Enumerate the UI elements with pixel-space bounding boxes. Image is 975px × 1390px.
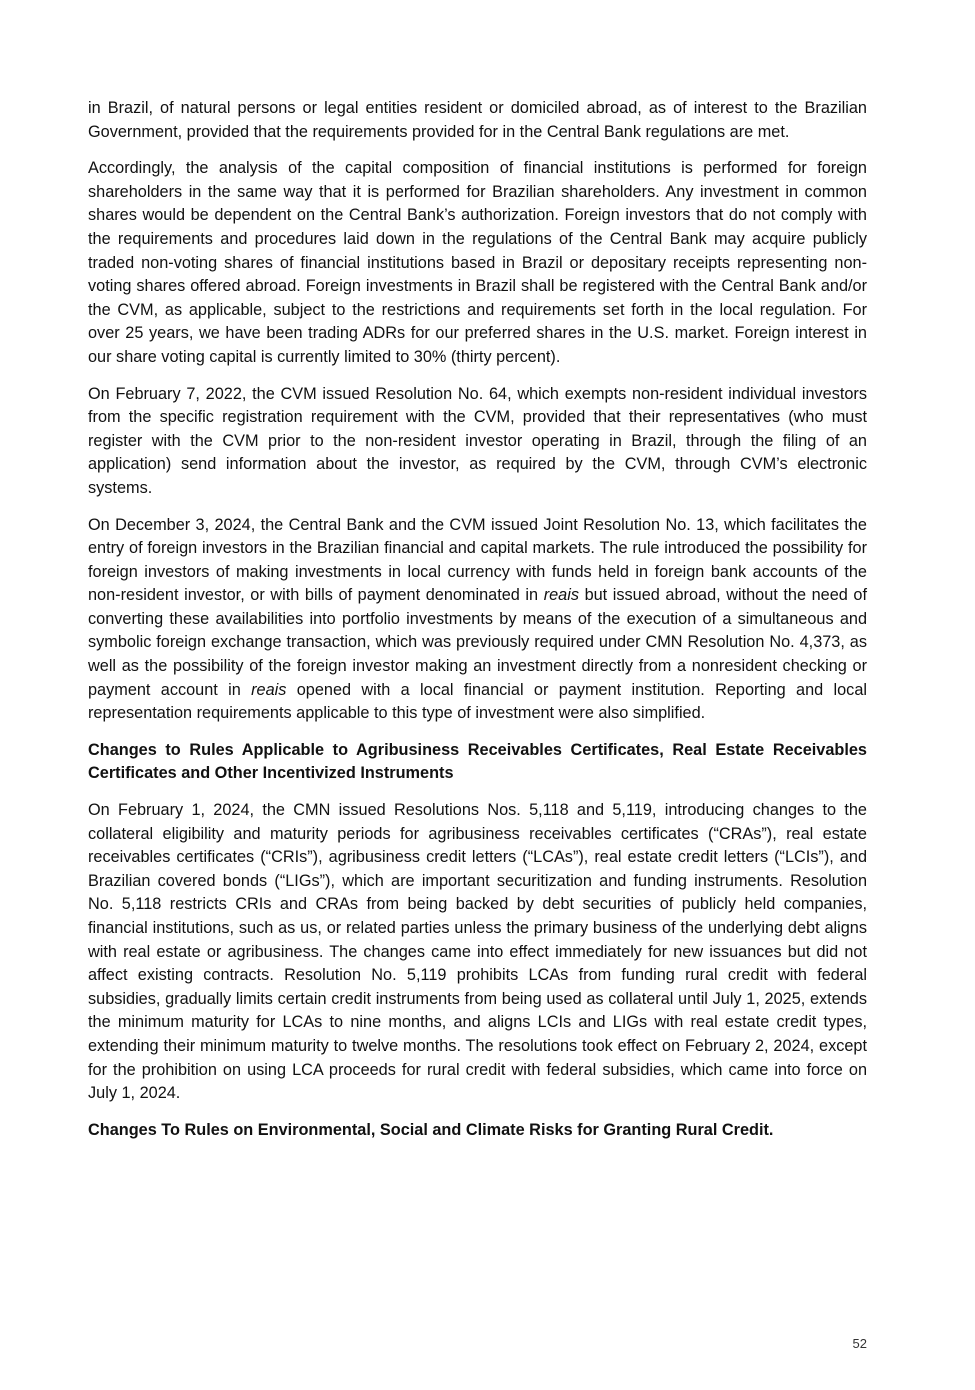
paragraph-text: opened with a local financial or payment institution. Reporting and local representation requirements applicable to this type of investment were also simplified. bbox=[88, 680, 867, 723]
heading-text: Changes To Rules on Environmental, Social and Climate Risks for Granting Rural Credit. bbox=[88, 1120, 774, 1139]
heading-text: Changes to Rules Applicable to Agribusiness Receivables Certificates, Real Estate Receivables Certificates and Other Incentivized Instruments bbox=[88, 740, 867, 783]
section-heading bbox=[88, 739, 867, 786]
body-paragraph bbox=[88, 514, 867, 726]
italic-term: reais bbox=[251, 680, 287, 699]
body-paragraph bbox=[88, 157, 867, 369]
paragraph-text: On February 7, 2022, the CVM issued Resolution No. 64, which exempts non-resident individual investors from the specific registration requirement with the CVM, provided that their representatives (who must register with the CVM prior to the non-resident investor operating in Brazil, through the filing of an application) send information about the investor, as required by the CVM, through CVM’s electronic systems. bbox=[88, 384, 867, 497]
paragraph-text: On December 3, 2024, the Central Bank and the CVM issued Joint Resolution No. 13, which facilitates the entry of foreign investors in the Brazilian financial and capital markets. The rule introduced the possibility for foreign investors of making investments in local currency with funds held in foreign bank accounts of the non-resident investor, or with bills of payment denominated in bbox=[88, 515, 867, 605]
italic-term: reais bbox=[543, 586, 579, 605]
page-number: 52 bbox=[852, 1336, 867, 1351]
document-body bbox=[88, 97, 867, 1155]
paragraph-text: in Brazil, of natural persons or legal entities resident or domiciled abroad, as of interest to the Brazilian Government, provided that the requirements provided for in the Central Bank regulations are met. bbox=[88, 99, 867, 141]
paragraph-text: Accordingly, the analysis of the capital composition of financial institutions is performed for foreign shareholders in the same way that it is performed for Brazilian shareholders. Any investment in common shares would be dependent on the Central Bank’s authorization. Foreign investors that do not comply with the requirements and procedures laid down in the regulations of the Central Bank may acquire publicly traded non-voting shares of financial institutions based in Brazil or depositary receipts representing non-voting shares offered abroad. Foreign investments in Brazil shall be registered with the Central Bank and/or the CVM, as applicable, subject to the restrictions and requirements set forth in the local regulation. For over 25 years, we have been trading ADRs for our preferred shares in the U.S. market. Foreign interest in our share voting capital is currently limited to 30% (thirty percent). bbox=[88, 159, 867, 366]
paragraph-text: but issued abroad, without the need of converting these availabilities into portfolio investments by means of the execution of a simultaneous and symbolic foreign exchange transaction, which was previously required under CMN Resolution No. 4,373, as well as the possibility of the foreign investor making an investment directly from a nonresident checking or payment account in bbox=[88, 586, 867, 699]
body-paragraph bbox=[88, 383, 867, 501]
section-heading bbox=[88, 1119, 867, 1143]
body-paragraph bbox=[88, 97, 867, 144]
body-paragraph bbox=[88, 799, 867, 1106]
paragraph-text: On February 1, 2024, the CMN issued Resolutions Nos. 5,118 and 5,119, introducing changes to the collateral eligibility and maturity periods for agribusiness receivables certificates (“CRAs”), real estate receivables certificates (“CRIs”), agribusiness credit letters (“LCAs”), real estate credit letters (“LCIs”), and Brazilian covered bonds (“LIGs”), which are important securitization and funding instruments. Resolution No. 5,118 restricts CRIs and CRAs from being backed by debt securities of publicly held companies, financial institutions, such as us, or related parties unless the primary business of the underlying debt aligns with real estate or agribusiness. The changes came into effect immediately for new issuances but did not affect existing contracts. Resolution No. 5,119 prohibits LCAs from funding rural credit with federal subsidies, gradually limits certain credit instruments from being used as collateral until July 1, 2025, extends the minimum maturity for LCAs to nine months, and aligns LCIs and LIGs with real estate credit types, extending their minimum maturity to twelve months. The resolutions took effect on February 2, 2024, except for the prohibition on using LCA proceeds for rural credit with federal subsidies, which came into force on July 1, 2024. bbox=[88, 801, 867, 1103]
